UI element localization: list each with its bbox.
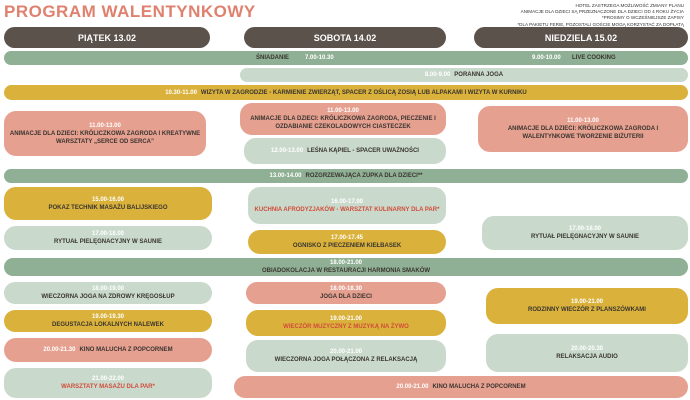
note-line: *DLA PAKIETU FERIE, POZOSTALI GOŚCIE MOGĄ KORZYSTAĆ ZA DOPŁATĄ	[517, 21, 684, 27]
event-label: KINO MALUCHA Z POPCORNEM	[432, 384, 526, 390]
event-label: WIECZÓR MUZYCZNY Z MUZYKĄ NA ŻYWO	[283, 324, 409, 330]
event-label: KUCHNIA AFRODYZJAKÓW - WARSZTAT KULINARNY DLA PAR*	[254, 206, 440, 213]
event-label: WIZYTA W ZAGRODZIE - KARMIENIE ZWIERZĄT, SPACER Z OŚLICĄ ZOSIĄ LUB ALPAKAMI I WIZYTA W KURNIKU	[200, 89, 527, 96]
event-time: 8.00-9.00	[424, 72, 451, 78]
event-time: 11.00-13.00	[89, 122, 121, 129]
event-label: ANIMACJE DLA DZIECI: KRÓLICZKOWA ZAGRODA I KREATYWNE WARSZTATY „SERCE OD SERCA”	[9, 130, 201, 145]
event-time: 20.00-21.00	[329, 349, 363, 355]
event-dinner	[4, 258, 688, 276]
event-aphrodisiac-kitchen	[248, 187, 446, 224]
event-evening-yoga-friday	[4, 282, 212, 304]
event-label: OBIADOKOLACJA W RESTAURACJI HARMONIA SMAKÓW	[261, 268, 431, 274]
day-header-friday: PIĄTEK 13.02	[4, 27, 210, 48]
event-label: RYTUAŁ PIELĘGNACYJNY W SAUNIE	[53, 239, 162, 245]
event-time: 15.00-16.00	[91, 196, 125, 203]
event-kids-cinema-sunday	[234, 376, 688, 398]
event-time: 19.00-21.00	[570, 299, 604, 305]
event-massage-workshop	[4, 368, 212, 398]
event-label: LIVE COOKING	[572, 55, 616, 61]
event-label: ANIMACJE DLA DZIECI: KRÓLICZKOWA ZAGRODA I WALENTYNKOWE TWORZENIE BIŻUTERII	[507, 126, 659, 140]
event-kids-cinema-friday	[4, 338, 212, 362]
event-time: 11.00-13.00	[567, 118, 599, 124]
event-forest-bath	[244, 138, 446, 164]
event-kids-friday	[4, 111, 206, 156]
event-label: RODZINNY WIECZÓR Z PLANSZÓWKAMI	[528, 307, 646, 313]
event-audio-relax	[486, 334, 688, 372]
event-time: 7.00-10.30	[305, 55, 334, 61]
notes-block	[434, 3, 684, 28]
event-label: DEGUSTACJA LOKALNYCH NALEWEK	[52, 322, 164, 328]
event-sauna-friday	[4, 226, 212, 250]
event-kids-soup	[4, 169, 688, 183]
event-sauna-sunday	[482, 216, 688, 250]
event-music-evening	[246, 310, 446, 336]
event-label: WIECZORNA JOGA POŁĄCZONA Z RELAKSACJĄ	[274, 357, 418, 363]
event-time: 19.00-21.00	[329, 316, 363, 322]
event-time: 20.00-20.30	[570, 346, 604, 352]
event-morning-yoga	[240, 68, 688, 82]
event-label: ROZGRZEWAJĄCA ZUPKA DLA DZIECI**	[305, 173, 423, 179]
event-time: 21.00-22.00	[91, 376, 125, 382]
event-time: 18.00-21.00	[329, 260, 363, 266]
note-line: HOTEL ZASTRZEGA MOŻLIWOŚĆ ZMIANY PLANU	[575, 3, 684, 8]
event-time: 16.00-17.00	[330, 198, 364, 205]
event-label: LEŚNA KĄPIEL - SPACER UWAŻNOŚCI	[307, 148, 419, 154]
event-time: 9.00-10.00	[532, 55, 561, 61]
event-label: JOGA DLA DZIECI	[320, 294, 372, 300]
event-label: KINO MALUCHA Z POPCORNEM	[79, 347, 173, 353]
event-label: POKAZ TECHNIK MASAŻU BALIJSKIEGO	[48, 204, 168, 211]
event-time: 12.00-13.00	[271, 148, 304, 154]
event-label: RELAKSACJA AUDIO	[556, 354, 618, 360]
event-evening-yoga-saturday	[246, 340, 446, 372]
event-farm-visit	[4, 85, 688, 100]
event-kids-sunday	[478, 106, 688, 152]
note-line: ANIMACJE DLA DZIECI SĄ PRZEZNACZONE DLA DZIECI OD 4 ROKU ŻYCIA	[520, 9, 684, 15]
event-time: 17.00-18.00	[91, 231, 125, 237]
day-header-sunday: NIEDZIELA 15.02	[474, 27, 688, 48]
event-label: ANIMACJE DLA DZIECI: KRÓLICZKOWA ZAGRODA, PIECZENIE I OZDABIANIE CZEKOLADOWYCH CIASTECZEK	[250, 116, 436, 130]
event-label: OGNISKO Z PIECZENIEM KIEŁBASEK	[292, 243, 402, 249]
event-label: WARSZTATY MASAŻU DLA PAR*	[61, 384, 155, 390]
day-header-saturday: SOBOTA 14.02	[244, 27, 446, 48]
event-time: 19.00-19.30	[91, 314, 125, 320]
event-time: 17.00-17.45	[330, 235, 364, 241]
event-tasting	[4, 310, 212, 332]
event-breakfast	[4, 51, 688, 65]
event-label: PORANNA JOGA	[454, 72, 504, 78]
event-board-games	[486, 288, 688, 324]
event-time: 20.00-21.00	[396, 384, 429, 390]
event-time: 13.00-14.00	[269, 173, 302, 179]
event-kids-yoga	[246, 282, 446, 304]
note-line: *PROSIMY O WCZEŚNIEJSZE ZAPISY	[601, 15, 684, 21]
page-title: PROGRAM WALENTYNKOWY	[4, 2, 256, 21]
event-bali-massage	[4, 187, 212, 220]
event-bonfire	[248, 230, 446, 254]
event-label: ŚNIADANIE	[256, 55, 290, 61]
event-kids-saturday	[240, 103, 446, 135]
event-time: 10.30-11.00	[165, 89, 197, 96]
event-label: RYTUAŁ PIELĘGNACYJNY W SAUNIE	[530, 234, 639, 240]
event-time: 18.00-19.00	[91, 286, 125, 292]
event-label: WIECZORNA JOGA NA ZDROWY KRĘGOSŁUP	[41, 294, 175, 300]
event-time: 11.00-13.00	[327, 108, 359, 114]
event-time: 18.00-18.30	[329, 286, 363, 292]
event-time: 17.00-18.00	[568, 226, 602, 232]
event-time: 20.00-21.30	[43, 347, 76, 353]
